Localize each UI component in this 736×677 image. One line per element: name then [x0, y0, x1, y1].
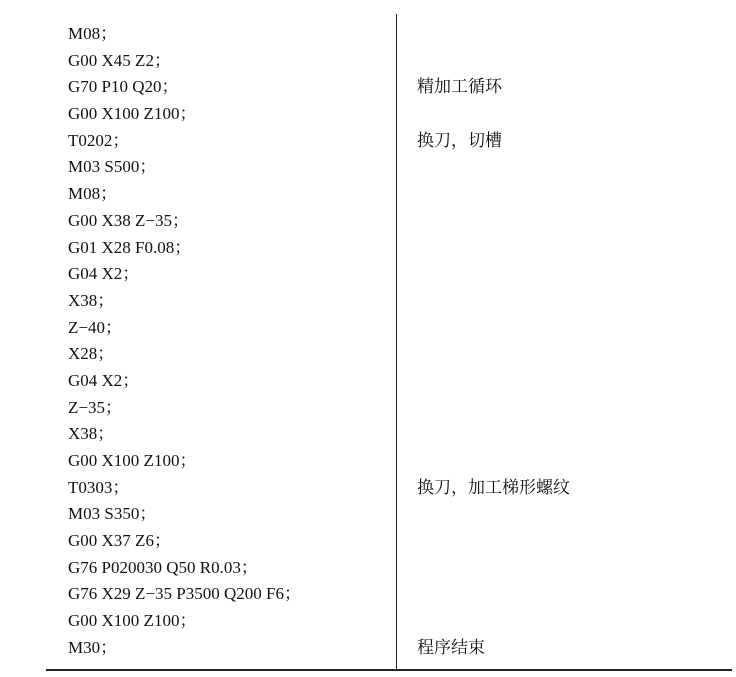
code-line: M03 S500；	[68, 157, 157, 177]
program-row	[0, 608, 736, 635]
program-row	[0, 74, 736, 101]
comment-text: 换刀，加工梯形螺纹	[417, 477, 570, 498]
code-line: G00 X100 Z100；	[68, 451, 197, 470]
program-row	[0, 341, 736, 368]
code-line: Z−35；	[68, 397, 122, 417]
comment-text: 换刀，切槽	[417, 130, 502, 151]
code-line: G00 X37 Z6；	[68, 531, 171, 551]
code-line: T0303；	[68, 477, 130, 497]
program-row	[0, 48, 736, 75]
program-row	[0, 315, 736, 342]
program-row	[0, 208, 736, 235]
code-line: G70 P10 Q20；	[68, 77, 179, 97]
code-line: G76 P020030 Q50 R0.03；	[68, 557, 258, 577]
program-row	[0, 21, 736, 48]
code-line: M08；	[68, 184, 118, 204]
program-row	[0, 635, 736, 662]
code-line: G04 X2；	[68, 370, 140, 390]
comment-text: 程序结束	[417, 637, 485, 658]
program-row	[0, 128, 736, 155]
program-row	[0, 501, 736, 528]
code-line: M03 S350；	[68, 504, 157, 524]
program-row	[0, 235, 736, 262]
program-row	[0, 528, 736, 555]
program-row	[0, 181, 736, 208]
code-line: Z−40；	[68, 317, 122, 337]
code-line: G00 X38 Z−35；	[68, 210, 190, 230]
program-row	[0, 261, 736, 288]
code-line: T0202；	[68, 130, 130, 150]
program-row	[0, 421, 736, 448]
code-line: G04 X2；	[68, 264, 140, 284]
program-row	[0, 101, 736, 128]
program-row	[0, 154, 736, 181]
program-row	[0, 395, 736, 422]
program-row	[0, 555, 736, 582]
code-line: G01 X28 F0.08；	[68, 237, 192, 257]
program-row	[0, 475, 736, 502]
code-line: M30；	[68, 637, 118, 657]
code-line: G00 X45 Z2；	[68, 50, 171, 70]
table-bottom-rule	[46, 669, 732, 671]
code-line: G00 X100 Z100；	[68, 104, 197, 124]
comment-text: 精加工循环	[417, 77, 502, 98]
code-line: X38；	[68, 290, 115, 310]
program-row	[0, 581, 736, 608]
code-line: X38；	[68, 424, 115, 444]
code-line: M08；	[68, 24, 118, 43]
code-line: X28；	[68, 344, 115, 364]
program-row	[0, 368, 736, 395]
program-row	[0, 288, 736, 315]
code-line: G00 X100 Z100；	[68, 611, 197, 631]
code-line: G76 X29 Z−35 P3500 Q200 F6；	[68, 584, 301, 604]
program-rows	[0, 21, 736, 662]
program-row	[0, 448, 736, 475]
